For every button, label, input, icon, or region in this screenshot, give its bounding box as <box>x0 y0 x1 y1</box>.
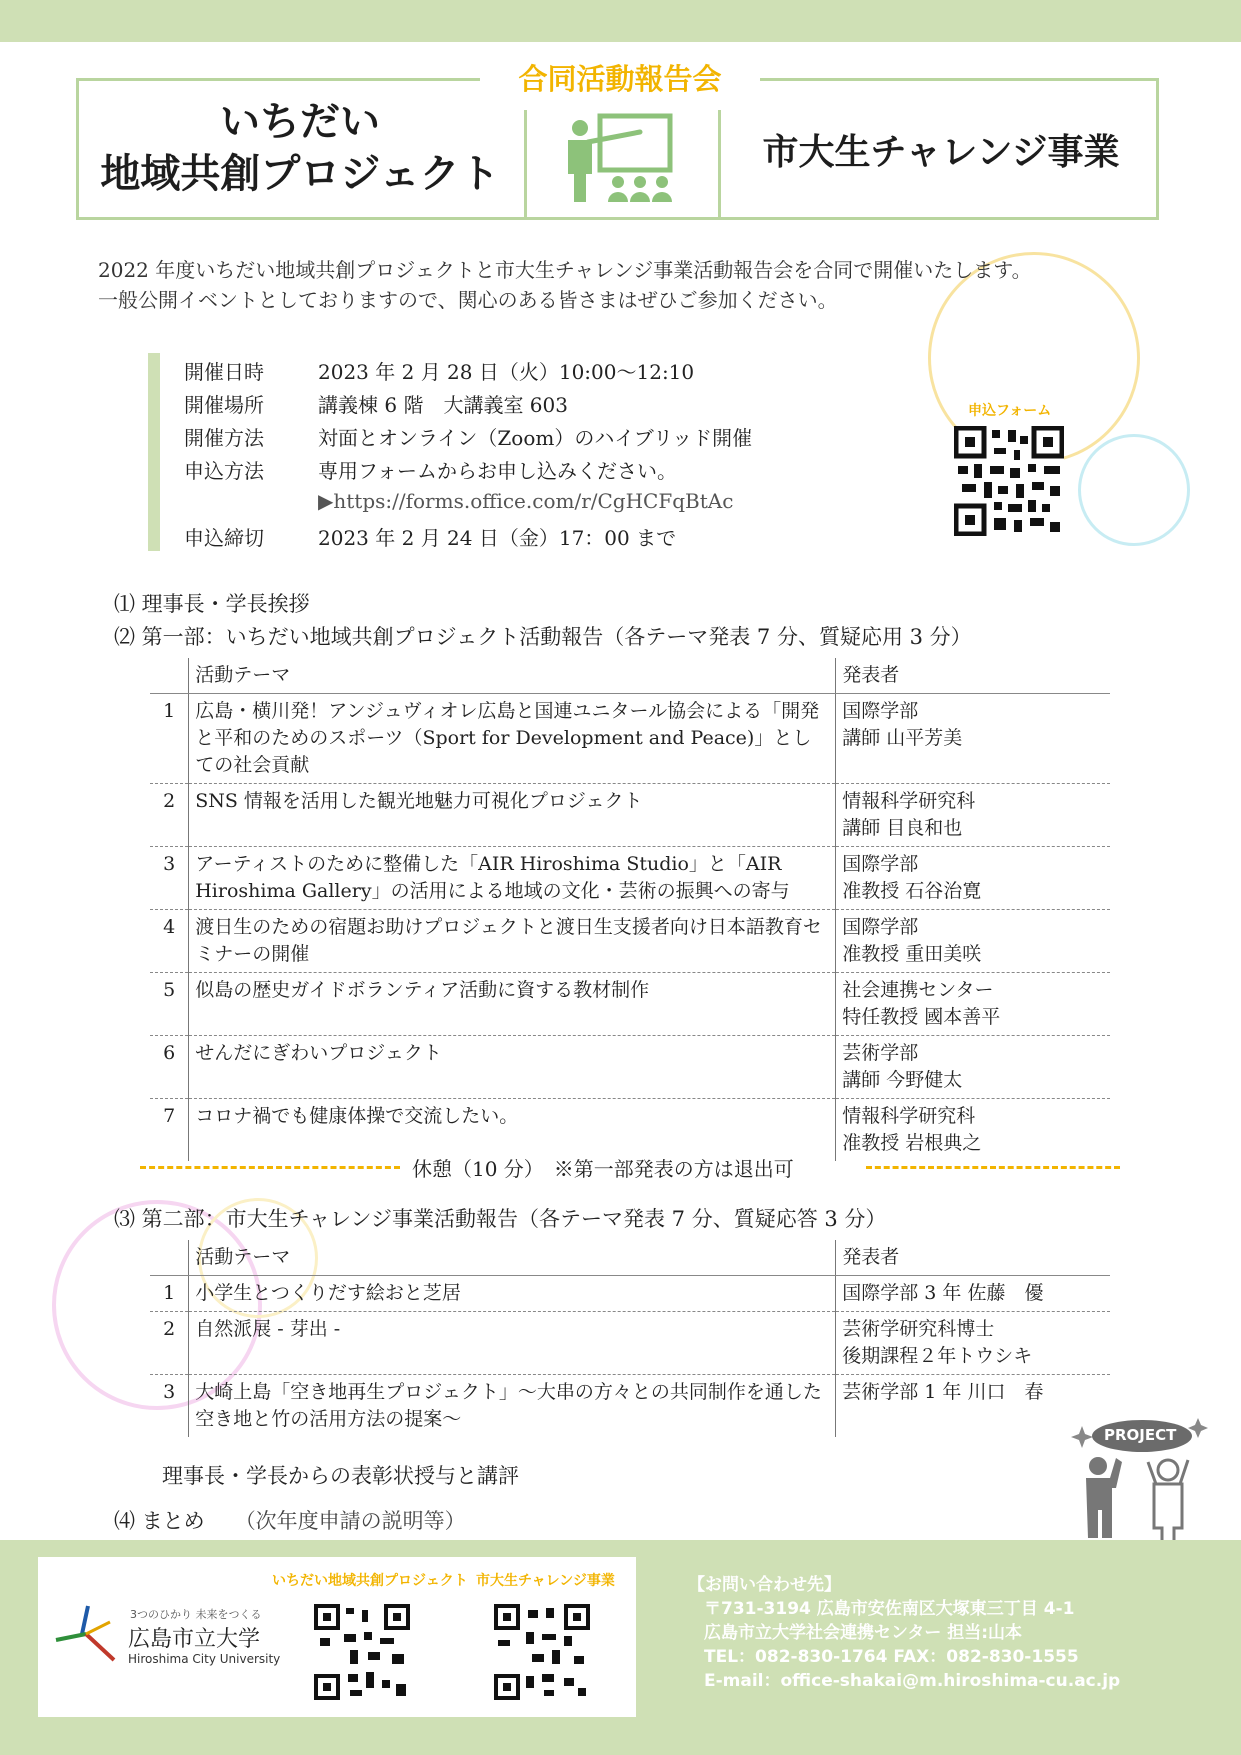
info-row-method: 開催方法 対面とオンライン（Zoom）のハイブリッド開催 <box>184 426 753 450</box>
info-row-venue: 開催場所 講義棟 6 階 大講義室 603 <box>184 393 568 417</box>
info-row-apply: 申込方法 専用フォームからお申し込みください。 <box>184 459 677 483</box>
contact-email[interactable]: E-mail：office-shakai@m.hiroshima-cu.ac.jp <box>704 1671 1121 1691</box>
table-row: 2 SNS 情報を活用した観光地魅力可視化プロジェクト 情報科学研究科 講師 目良和也 <box>150 784 1110 847</box>
header-right-title: 市大生チャレンジ事業 <box>762 132 1120 173</box>
table-row: 3 アーティストのために整備した「AIR Hiroshima Studio」と「AIR Hiroshima Gallery」の活用による地域の文化・芸術の振興への寄与 国際学部 准教授 石谷治寛 <box>150 847 1110 910</box>
header-left-title <box>80 96 520 200</box>
header-divider-left <box>524 110 527 218</box>
footer-qr1-label: いちだい地域共創プロジェクト <box>272 1573 468 1589</box>
table-row: 4 渡日生のための宿題お助けプロジェクトと渡日生支援者向け日本語教育セミナーの開催 国際学部 准教授 重田美咲 <box>150 910 1110 973</box>
award-text: 理事長・学長からの表彰状授与と講評 <box>162 1464 519 1488</box>
table-row: 6 せんだにぎわいプロジェクト 芸術学部 講師 今野健太 <box>150 1036 1110 1099</box>
footer-qr2-label: 市大生チャレンジ事業 <box>476 1573 615 1589</box>
header-divider-right <box>718 110 721 218</box>
contact-office: 広島市立大学社会連携センター 担当:山本 <box>704 1623 1023 1643</box>
intro-line-1: 2022 年度いちだい地域共創プロジェクトと市大生チャレンジ事業活動報告会を合同で開催いたします。 <box>98 258 1032 282</box>
qr-label: 申込フォーム <box>968 403 1052 419</box>
top-band <box>0 0 1241 42</box>
contact-phone: TEL：082-830-1764 FAX：082-830-1555 <box>704 1647 1079 1667</box>
col-theme-header: 活動テーマ <box>189 658 836 694</box>
break-text: 休憩（10 分） ※第一部発表の方は退出可 <box>412 1157 794 1181</box>
table-row: 7 コロナ禍でも健康体操で交流したい。 情報科学研究科 准教授 岩根典之 <box>150 1099 1110 1162</box>
table-row: 2 自然派展 - 芽出 - 芸術学研究科博士 後期課程２年トウシキ <box>150 1312 1110 1375</box>
col-presenter-header: 発表者 <box>836 658 1110 694</box>
footer-contact <box>688 1573 1121 1693</box>
info-row-url[interactable] <box>184 489 733 513</box>
table-header-row <box>150 658 1110 694</box>
part2-table <box>150 1240 1110 1437</box>
break-dash-left <box>140 1166 400 1169</box>
section-2-title: ⑵ 第一部：いちだい地域共創プロジェクト活動報告（各テーマ発表 7 分、質疑応用 3 分） <box>114 625 972 649</box>
header-label: 合同活動報告会 <box>480 60 760 98</box>
break-dash-right <box>866 1166 1120 1169</box>
info-bar <box>148 353 160 551</box>
header-left-line2: 地域共創プロジェクト <box>100 151 500 197</box>
challenge-qr[interactable] <box>494 1604 590 1700</box>
univ-tagline: 3つのひかり 未来をつくる <box>130 1608 262 1621</box>
apply-form-link[interactable]: ▶https://forms.office.com/r/CgHCFqBtAc <box>318 489 734 513</box>
project-qr[interactable] <box>314 1604 410 1700</box>
table-row: 1 小学生とつくりだす絵おと芝居 国際学部 3 年 佐藤 優 <box>150 1276 1110 1312</box>
header-left-line1: いちだい <box>220 99 380 145</box>
apply-form-qr[interactable] <box>954 426 1064 536</box>
section-4-title: ⑷ まとめ （次年度申請の説明等） <box>114 1509 466 1533</box>
presentation-teacher-icon <box>562 112 682 212</box>
univ-name: 広島市立大学 <box>128 1627 261 1652</box>
decor-circle-cyan <box>1078 434 1190 546</box>
info-row-date: 開催日時 2023 年 2 月 28 日（火）10:00〜12:10 <box>184 360 695 384</box>
section-3-title: ⑶ 第二部：市大生チャレンジ事業活動報告（各テーマ発表 7 分、質疑応答 3 分） <box>114 1207 887 1231</box>
section-1-title: ⑴ 理事長・学長挨拶 <box>114 592 310 616</box>
intro-text <box>98 255 1178 315</box>
univ-name-en: Hiroshima City University <box>128 1652 281 1666</box>
col-theme-header: 活動テーマ <box>189 1240 836 1276</box>
table-row: 5 似島の歴史ガイドボランティア活動に資する教材制作 社会連携センター 特任教授 國本善平 <box>150 973 1110 1036</box>
part1-table <box>150 658 1110 1161</box>
table-header-row <box>150 1240 1110 1276</box>
intro-line-2: 一般公開イベントとしておりますので、関心のある皆さまはぜひご参加ください。 <box>98 288 838 312</box>
project-badge: PROJECT <box>1104 1426 1177 1444</box>
contact-heading: 【お問い合わせ先】 <box>688 1575 841 1595</box>
info-row-deadline: 申込締切 2023 年 2 月 24 日（金）17：00 まで <box>184 526 677 550</box>
contact-address: 〒731-3194 広島市安佐南区大塚東三丁目 4-1 <box>704 1599 1075 1619</box>
table-row: 3 大崎上島「空き地再生プロジェクト」〜大串の方々との共同制作を通した空き地と竹の活用方法の提案〜 芸術学部 1 年 川口 春 <box>150 1375 1110 1438</box>
section-4-note: （次年度申請の説明等） <box>234 1509 466 1533</box>
table-row: 1 広島・横川発！アンジュヴィオレ広島と国連ユニタール協会による「開発と平和のためのスポーツ（Sport for Development and Peace)」としての社会貢献 国際学部 講師 山平芳美 <box>150 694 1110 784</box>
col-presenter-header: 発表者 <box>836 1240 1110 1276</box>
university-logo-icon <box>52 1598 122 1668</box>
